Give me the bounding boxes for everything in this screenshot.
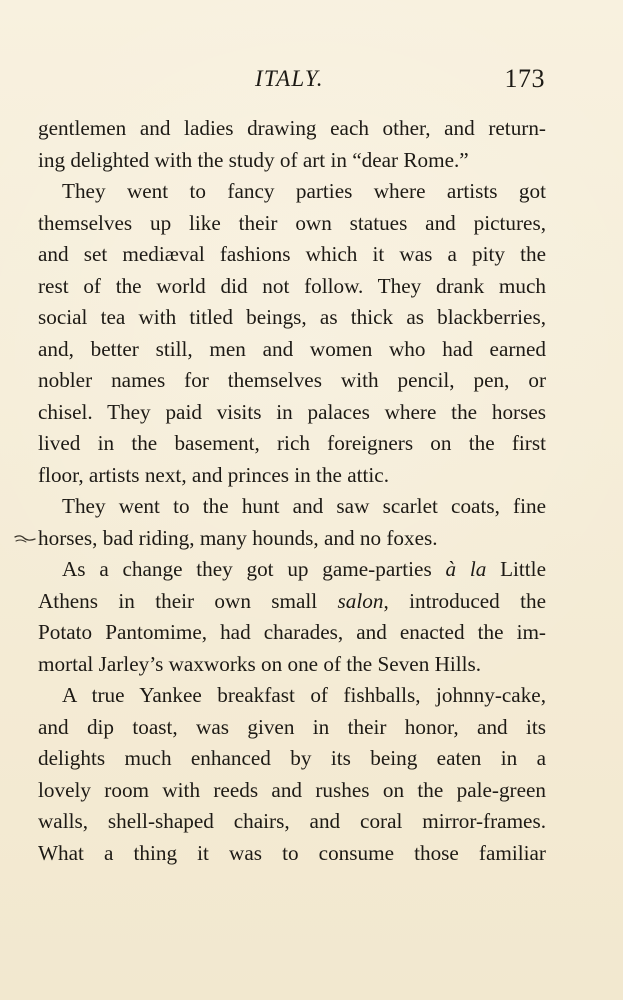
text-line: lived in the basement, rich foreigners on the first — [38, 431, 546, 455]
text-line: Athens in their own small salon, introduced the — [38, 588, 546, 613]
body-text — [38, 113, 546, 869]
text-line: horses, bad riding, many hounds, and no foxes. — [38, 525, 438, 550]
text-line: and, better still, men and women who had earned — [38, 336, 546, 361]
text-line: What a thing it was to consume those familiar — [38, 840, 546, 865]
text-line: social tea with titled beings, as thick as blackberries, — [38, 305, 546, 329]
running-head: ITALY. — [255, 66, 324, 91]
text-line: ing delighted with the study of art in “dear Rome.” — [38, 147, 469, 172]
text-line: rest of the world did not follow. They drank much — [38, 273, 546, 298]
text-line: mortal Jarley’s waxworks on one of the Seven Hills. — [38, 651, 482, 676]
text-line: and dip toast, was given in their honor, and its — [38, 714, 546, 739]
text-line: chisel. They paid visits in palaces where the horses — [38, 399, 546, 424]
text-line: walls, shell-shaped chairs, and coral mirror-frames. — [38, 809, 546, 833]
page-number: 173 — [504, 64, 545, 93]
margin-mark-icon — [14, 534, 36, 544]
text-line: nobler names for themselves with pencil, pen, or — [38, 368, 546, 392]
text-line: delights much enhanced by its being eaten in a — [38, 746, 546, 770]
text-line: gentlemen and ladies drawing each other, and return- — [38, 116, 546, 140]
text-line: Potato Pantomime, had charades, and enacted the im- — [38, 620, 546, 644]
italic-text: à la — [445, 557, 487, 581]
text-line: and set mediæval fashions which it was a pity the — [38, 242, 546, 266]
text-line: They went to the hunt and saw scarlet coats, fine — [62, 494, 546, 518]
text-line: A true Yankee breakfast of fishballs, johnny-cake, — [62, 683, 546, 707]
text-line: They went to fancy parties where artists got — [62, 179, 546, 203]
text-line: floor, artists next, and princes in the attic. — [38, 462, 390, 487]
text-line: lovely room with reeds and rushes on the pale-green — [38, 777, 546, 802]
italic-text: salon — [337, 588, 384, 613]
text-line: themselves up like their own statues and pictures, — [38, 210, 546, 235]
page-header — [0, 66, 623, 100]
text-line: As a change they got up game-parties à la Little — [62, 557, 546, 581]
